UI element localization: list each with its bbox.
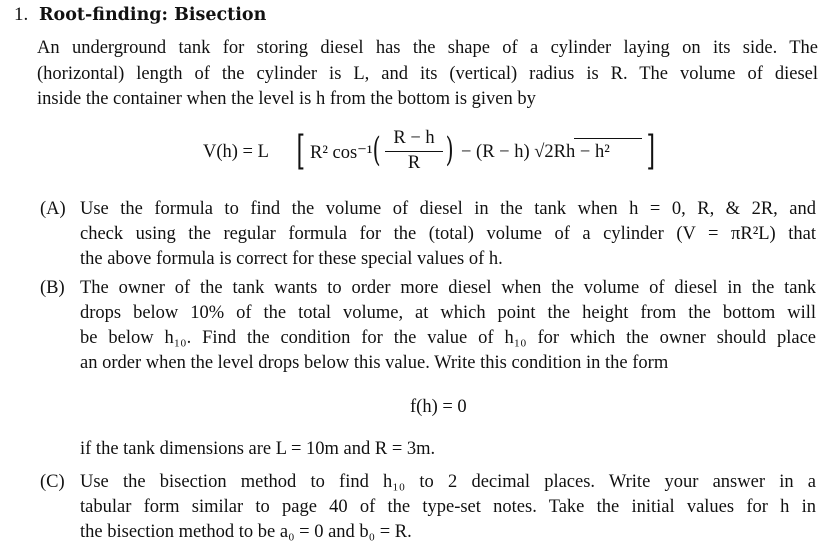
part-c-line: Use the bisection method to find h₁₀ to 2 decimal places. Write your answer in a: [80, 472, 816, 492]
part-b-line: The owner of the tank wants to order more diesel when the volume of diesel in the tank: [80, 278, 816, 298]
close-bracket: ]: [646, 128, 656, 174]
part-a: [40, 197, 816, 275]
formula-r-term: R² cos⁻¹: [310, 143, 373, 163]
part-c-body: [80, 470, 816, 545]
sqrt-vinculum: [574, 138, 642, 139]
part-b-body: [80, 276, 816, 376]
intro-line: inside the container when the level is h from the bottom is given by: [37, 89, 536, 109]
section-number: 1.: [14, 4, 29, 25]
close-paren: ): [445, 130, 454, 170]
open-bracket: [: [296, 128, 306, 174]
formula-fraction: [383, 127, 445, 174]
formula-rest: − (R − h) √2Rh − h²: [461, 142, 610, 162]
part-c-line: tabular form similar to page 40 of the type-set notes. Take the initial values for h in: [80, 497, 816, 517]
part-a-line: check using the regular formula for the (total) volume of a cylinder (V = πR²L) that: [80, 224, 816, 244]
section-heading: [14, 4, 266, 26]
fraction-denominator: R: [407, 153, 421, 173]
f-of-h-equation: f(h) = 0: [410, 397, 467, 417]
intro-paragraph: [37, 36, 818, 113]
part-b: [40, 276, 816, 380]
tank-dimensions-condition: if the tank dimensions are L = 10m and R = 3m.: [80, 439, 436, 459]
open-paren: (: [372, 130, 381, 170]
formula-lhs: V(h) = L: [203, 142, 269, 162]
part-a-line: the above formula is correct for these special values of h.: [80, 249, 503, 269]
part-c-line: the bisection method to be a₀ = 0 and b₀ = R.: [80, 522, 412, 542]
intro-line: (horizontal) length of the cylinder is L, and its (vertical) radius is R. The volume of diesel: [37, 63, 818, 84]
part-a-line: Use the formula to find the volume of diesel in the tank when h = 0, R, & 2R, and: [80, 199, 816, 219]
section-title: Root-finding: Bisection: [39, 5, 267, 25]
part-c-label: (C): [40, 472, 65, 492]
fraction-numerator: R − h: [393, 128, 435, 148]
part-c: [40, 470, 816, 550]
part-b-line: drops below 10% of the total volume, at which point the height from the bottom will: [80, 303, 816, 323]
part-b-label: (B): [40, 278, 65, 298]
part-a-label: (A): [40, 199, 66, 219]
part-b-line: be below h₁₀. Find the condition for the value of h₁₀ for which the owner should place: [80, 328, 816, 348]
intro-line: An underground tank for storing diesel has the shape of a cylinder laying on its side. The: [37, 38, 818, 58]
part-a-body: [80, 197, 816, 272]
part-b-line: an order when the level drops below this value. Write this condition in the form: [80, 353, 669, 373]
volume-formula: [203, 127, 663, 183]
